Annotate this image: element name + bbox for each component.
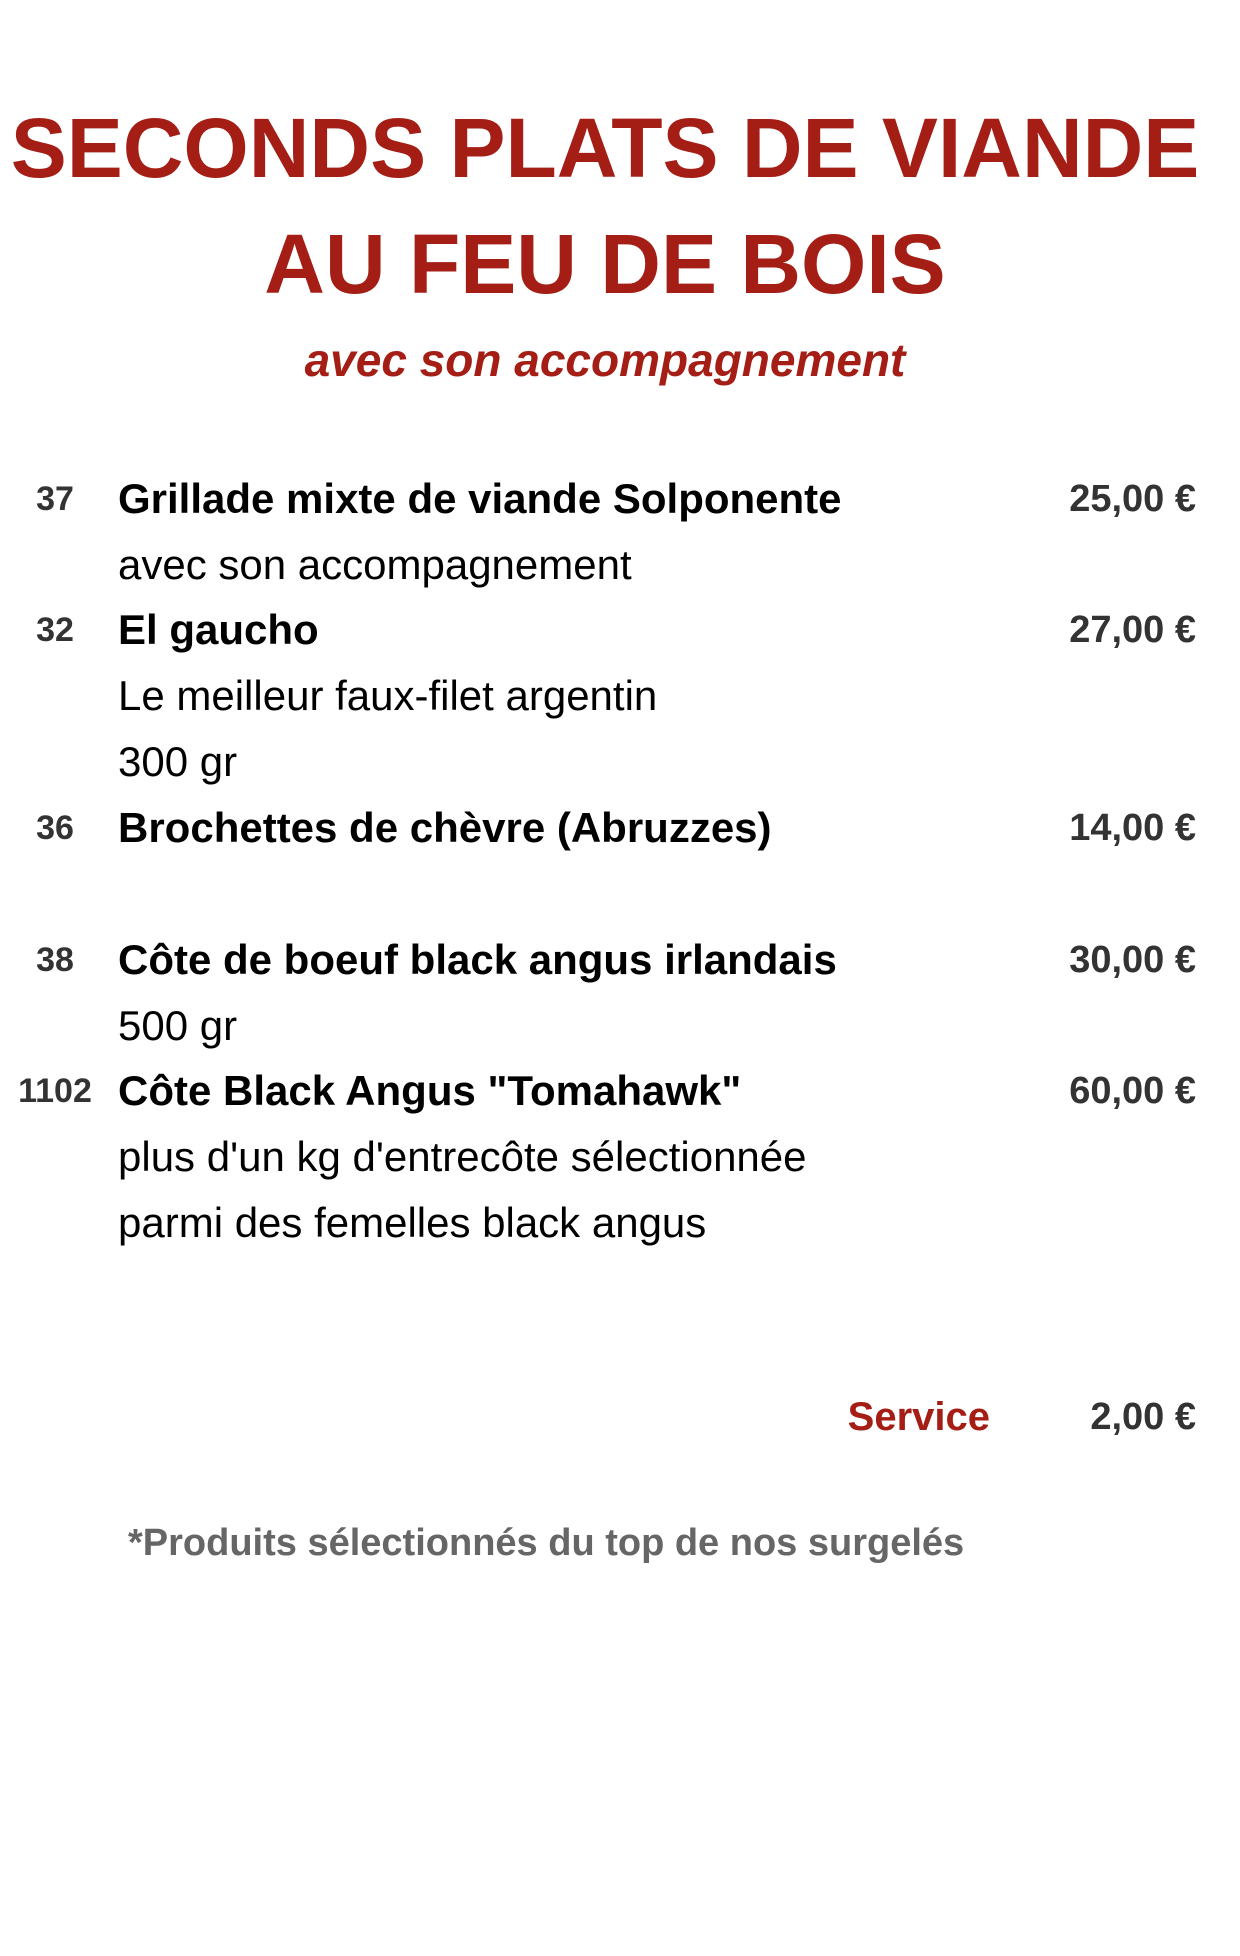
item-price: 14,00 € [1069,807,1196,849]
item-price: 25,00 € [1069,478,1196,520]
item-description-line: 300 gr [118,738,238,785]
item-number: 32 [36,611,74,649]
item-description-line: avec son accompagnement [118,541,632,588]
item-number: 36 [36,809,74,847]
item-number: 38 [36,941,74,979]
item-name: El gaucho [118,606,319,653]
item-description-line: parmi des femelles black angus [118,1199,707,1246]
item-price: 60,00 € [1069,1070,1196,1112]
item-description-line: 500 gr [118,1002,238,1049]
footnote: *Produits sélectionnés du top de nos surgelés [128,1522,965,1564]
item-price: 27,00 € [1069,609,1196,651]
item-name: Côte Black Angus "Tomahawk" [118,1067,742,1114]
item-price: 30,00 € [1069,939,1196,981]
item-name: Grillade mixte de viande Solponente [118,475,842,522]
service-price: 2,00 € [1090,1396,1196,1438]
item-name: Brochettes de chèvre (Abruzzes) [118,804,772,851]
menu-subtitle: avec son accompagnement [304,334,906,386]
item-number: 37 [36,480,74,518]
service-label: Service [847,1395,990,1439]
item-name: Côte de boeuf black angus irlandais [118,936,837,983]
item-description-line: plus d'un kg d'entrecôte sélectionnée [118,1133,807,1180]
item-number: 1102 [18,1072,92,1110]
menu-title-line-2: AU FEU DE BOIS [264,217,946,311]
menu-title-line-1: SECONDS PLATS DE VIANDE [10,101,1200,195]
item-description-line: Le meilleur faux-filet argentin [118,672,658,719]
